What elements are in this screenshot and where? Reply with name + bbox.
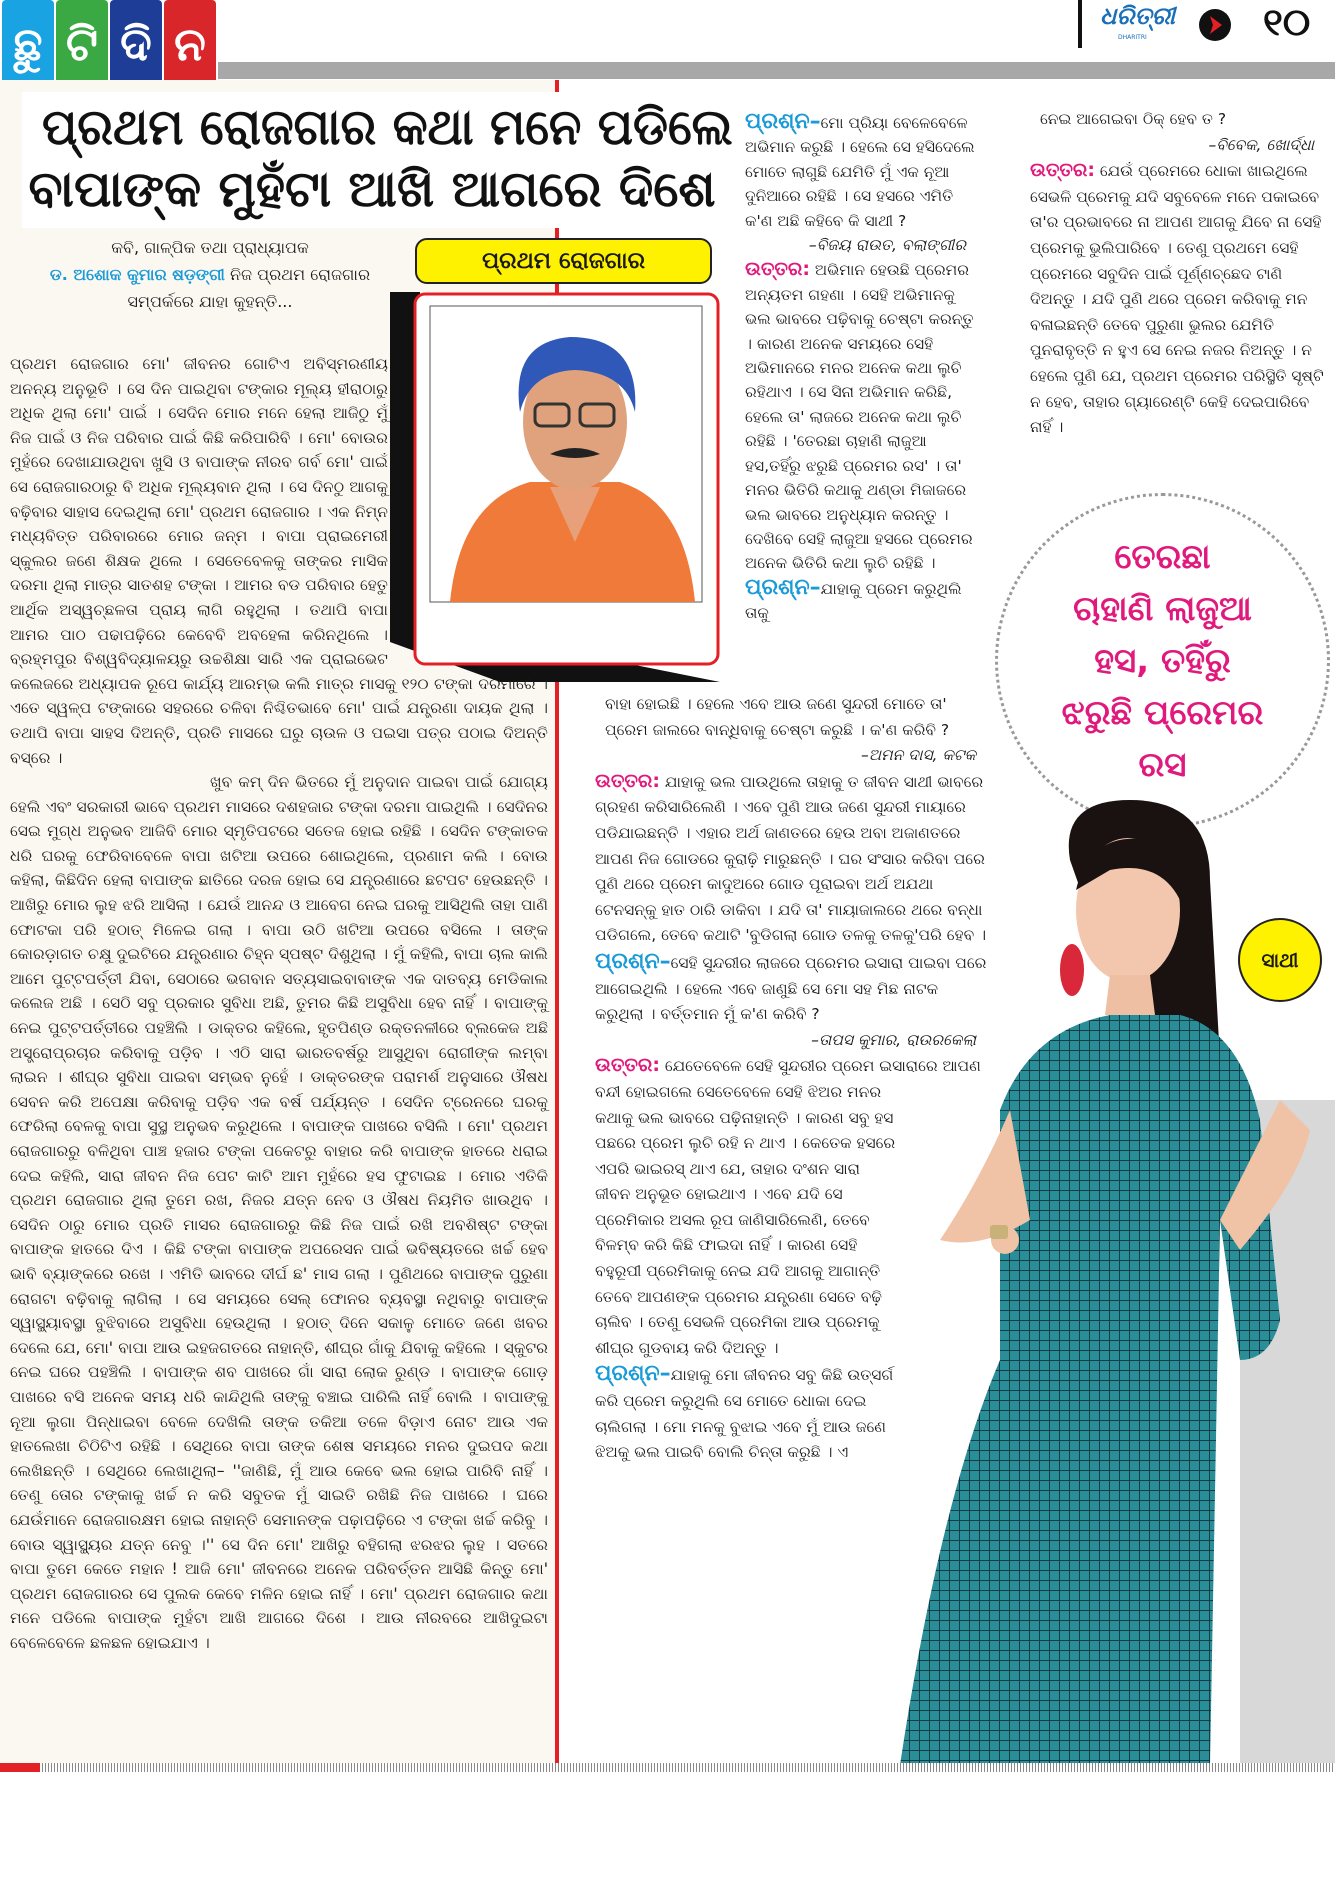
article-paragraph: ଖୁବ କମ୍ ଦିନ ଭିତରେ ମୁଁ ଅନୁଦାନ ପାଇବା ପାଇଁ ଯୋଗ୍ୟ ହେଲି ଏବଂ ସରକାରୀ ଭାବେ ପ୍ରଥମ ମାସରେ ଦଶହଜାର ଟଙ୍କା ଦରମା ପାଇଥିଲି । ସେଦିନର ସେଇ ମୁଗ୍ଧ ଅନୁଭବ ଆଜିବି ମୋର ସ୍ମୃତିପଟରେ ସତେଜ ହୋଇ ରହିଛି । ସେଦିନ ଟଙ୍କାତକ ଧରି ଘରକୁ ଫେରିବାବେଳେ ବାପା ଖଟିଆ ଉପରେ ଶୋଇଥିଲେ, ପ୍ରଣାମ କଲି । ବୋଉ କହିଲା, କିଛିଦିନ ହେଲା ବାପାଙ୍କ ଛାତିରେ ଦରଜ ହୋଇ ସେ ଯନ୍ତ୍ରଣାରେ ଛଟପଟ ହେଉଛନ୍ତି । ଆଖିରୁ ମୋର ଲୁହ ଝରି ଆସିଲା । ଯେଉଁ ଆନନ୍ଦ ଓ ଆବେଗ ନେଇ ଘରକୁ ଆସିଥିଲି ତାହା ପାଣି ଫୋଟକା ପରି ହଠାତ୍ ମିଳେଇ ଗଲା । ବାପା ଉଠି ଖଟିଆ ଉପରେ ବସିଲେ । ତାଙ୍କ କୋରଡ଼ାଗତ ଚକ୍ଷୁ ଦୁଇଟିରେ ଯନ୍ତ୍ରଣାର ଚିହ୍ନ ସ୍ପଷ୍ଟ ଦିଶୁଥିଲା । ମୁଁ କହିଲି, ବାପା ଚାଲ କାଲି ଆମେ ପୁଟ୍ଟପର୍ତ୍ତୀ ଯିବା, ସେଠାରେ ଭଗବାନ ସତ୍ୟସାଇବାବାଙ୍କ ଏକ ଦାତବ୍ୟ ମେଡିକାଲ କଲେଜ ଅଛି । ସେଠି ସବୁ ପ୍ରକାର ସୁବିଧା ଅଛି, ତୁମର କିଛି ଅସୁବିଧା ହେବ ନାହିଁ । ବାପାଙ୍କୁ ନେଇ ପୁଟ୍ଟପର୍ତ୍ତୀରେ ପହଞ୍ଚିଲି । ଡାକ୍ତର କହିଲେ, ହୃତପିଣ୍ଡ ରକ୍ତନଳୀରେ ବ୍ଲକେଜ ଅଛି ଅସ୍ତ୍ରୋପ୍ରଚାର କରିବାକୁ ପଡ଼ିବ । ଏଠି ସାରା ଭାରତବର୍ଷରୁ ଆସୁଥିବା ରୋଗୀଙ୍କ ଲମ୍ବା ଲାଇନ । ଶୀଘ୍ର ସୁବିଧା ପାଇବା ସମ୍ଭବ ନୁହେଁ । ଡାକ୍ତରଙ୍କ ପରାମର୍ଶ ଅନୁସାରେ ଔଷଧ ସେବନ କରି ଅପେକ୍ଷା କରିବାକୁ ପଡ଼ିବ ଏକ ବର୍ଷ ପର୍ଯ୍ୟନ୍ତ । ସେଦିନ ଟ୍ରେନରେ ଘରକୁ ଫେରିଲା ବେଳକୁ ବାପା ସୁସ୍ଥ ଅନୁଭବ କରୁଥିଲେ । ବାପାଙ୍କ ପାଖରେ ବସିଲି । ମୋ' ପ୍ରଥମ ରୋଜଗାରରୁ ବଳିଥିବା ପାଞ୍ଚ ହଜାର ଟଙ୍କା ପକେଟରୁ ବାହାର କରି ବାପାଙ୍କ ହାତରେ ଧରାଇ ଦେଇ କହିଲି, ସାରା ଜୀବନ ନିଜ ପେଟ କାଟି ଆମ ମୁହଁରେ ହସ ଫୁଟାଇଛ । ମୋର ଏତିକି ପ୍ରଥମ ରୋଜଗାର ଥିଲା ତୁମେ ରଖ, ନିଜର ଯତ୍ନ ନେବ ଓ ଔଷଧ ନିୟମିତ ଖାଉଥିବ । ସେଦିନ ଠାରୁ ମୋର ପ୍ରତି ମାସର ରୋଜଗାରରୁ କିଛି ନିଜ ପାଇଁ ରଖି ଅବଶିଷ୍ଟ ଟଙ୍କା ବାପାଙ୍କ ହାତରେ ଦିଏ । କିଛି ଟଙ୍କା ବାପାଙ୍କ ଅପରେସନ ପାଇଁ ଭବିଷ୍ୟତରେ ଖର୍ଚ୍ଚ ହେବ ଭାବି ବ୍ୟାଙ୍କରେ ରଖେ । ଏମିତି ଭାବରେ ଦୀର୍ଘ ଛ' ମାସ ଗଲା । ପୁଣିଥରେ ବାପାଙ୍କ ପୁରୁଣା ରୋଗଟା ବଢ଼ିବାକୁ ଲାଗିଲା । ସେ ସମୟରେ ସେଲ୍ ଫୋନର ବ୍ୟବସ୍ଥା ନଥିବାରୁ ବାପାଙ୍କ ସ୍ୱାସ୍ଥ୍ୟାବସ୍ଥା ବୁଝିବାରେ ଅସୁବିଧା ହେଉଥିଲା । ହଠାତ୍ ଦିନେ ସକାଳୁ ମୋତେ ଜଣେ ଖବର ଦେଲେ ଯେ, ମୋ' ବାପା ଆଉ ଇହଜଗତରେ ନାହାନ୍ତି, ଶୀଘ୍ର ଗାଁକୁ ଯିବାକୁ କହିଲେ । ସ୍କୁଟର ନେଇ ଘରେ ପହଞ୍ଚିଲି । ବାପାଙ୍କ ଶବ ପାଖରେ ଗାଁ ସାରା ଲୋକ ରୁଣ୍ଡ । ବାପାଙ୍କ ଗୋଡ଼ ପାଖରେ ବସି ଅନେକ ସମୟ ଧରି କାନ୍ଦିଥିଲି ତାଙ୍କୁ ବଞ୍ଚାଇ ପାରିଲି ନାହିଁ ବୋଲି । ବାପାଙ୍କୁ ନୂଆ ଲୁଗା ପିନ୍ଧାଇବା ବେଳେ ଦେଖିଲି ତାଙ୍କ ତକିଆ ତଳେ ବିଡ଼ାଏ ନୋଟ ଆଉ ଏକ ହାତଲେଖା ଚିଠିଟିଏ ରହିଛି । ସେଥିରେ ବାପା ତାଙ୍କ ଶେଷ ସମୟରେ ମନର ଦୁଇପଦ କଥା ଲେଖିଛନ୍ତି । ସେଥିରେ ଲେଖାଥିଲା– ''ଜାଣିଛି, ମୁଁ ଆଉ କେବେ ଭଲ ହୋଇ ପାରିବି ନାହିଁ । ତେଣୁ ତୋର ଟଙ୍କାକୁ ଖର୍ଚ୍ଚ ନ କରି ସବୁତକ ମୁଁ ସାଇତି ରଖିଛି ନିଜ ପାଖରେ । ଘରେ ଯେଉଁମାନେ ରୋଜଗାରକ୍ଷମ ହୋଇ ନାହାନ୍ତି ସେମାନଙ୍କ ପଢ଼ାପଢ଼ିରେ ଏ ଟଙ୍କା ଖର୍ଚ୍ଚ କରିବୁ । ବୋଉ ସ୍ୱାସ୍ଥ୍ୟର ଯତ୍ନ ନେବୁ ।'' ସେ ଦିନ ମୋ' ଆଖିରୁ ବହିଗଲା ଝରଝର ଲୁହ । ସତରେ ବାପା ତୁମେ କେତେ ମହାନ ! ଆଜି ମୋ' ଜୀବନରେ ଅନେକ ପରିବର୍ତ୍ତନ ଆସିଛି କିନ୍ତୁ ମୋ' ପ୍ରଥମ ରୋଜଗାରର ସେ ପୁଲକ କେବେ ମଳିନ ହୋଇ ନାହିଁ । ମୋ' ପ୍ରଥମ ରୋଜଗାର କଥା ମନେ ପଡିଲେ ବାପାଙ୍କ ମୁହଁଟା ଆଖି ଆଗରେ ଦିଶେ । ଆଉ ନୀରବରେ ଆଖିଦୁଇଟା ବେଳେବେଳେ ଛଳଛଳ ହୋଇଯାଏ । [10,773,548,1652]
qa-column-1 [745,110,980,626]
question-signature: –ବିବେକ, ଖୋର୍ଦ୍ଧା [1208,135,1314,154]
section-letter-3: ଦି [110,0,162,90]
question-label: ପ୍ରଶ୍ନ– [595,1361,671,1387]
pull-quote-line: ଝରୁଛି ପ୍ରେମର [1061,692,1264,733]
article-body [10,352,548,1655]
logo-sub: DHARITRI [1118,34,1147,41]
article-paragraph: ପ୍ରଥମ ରୋଜଗାର ମୋ' ଜୀବନର ଗୋଟିଏ ଅବିସ୍ମରଣୀୟ ଅନନ୍ୟ ଅନୁଭୂତି । ସେ ଦିନ ପାଇଥିବା ଟଙ୍କାର ମୂଲ୍ୟ ହୀରାଠାରୁ ଅଧିକ ଥିଲା ମୋ' ପାଇଁ । ସେଦିନ ମୋର ମନେ ହେଲା ଆଜିଠୁ ମୁଁ ନିଜ ପାଇଁ ଓ ନିଜ ପରିବାର ପାଇଁ କିଛି କରିପାରିବି । ମୋ' ବୋଉର ମୁହଁରେ ଦେଖାଯାଉଥିବା ଖୁସି ଓ ବାପାଙ୍କ ନୀରବ ଗର୍ବ ମୋ' ପାଇଁ ସେ ରୋଜଗାରଠାରୁ ବି ଅଧିକ ମୂଲ୍ୟବାନ ଥିଲା । ସେ ଦିନଠୁ ଆଗକୁ ବଢ଼ିବାର ସାହାସ ଦେଇଥିଲା ମୋ' ପ୍ରଥମ ରୋଜଗାର । ଏକ ନିମ୍ନ ମଧ୍ୟବିତ୍ତ ପରିବାରରେ ମୋର ଜନ୍ମ । ବାପା ପ୍ରାଇମେରୀ ସ୍କୁଲର ଜଣେ ଶିକ୍ଷକ ଥିଲେ । ସେତେବେଳକୁ ତାଙ୍କର ମାସିକ ଦରମା ଥିଲା ମାତ୍ର ସାତଶହ ଟଙ୍କା । ଆମର ବଡ ପରିବାର ହେତୁ ଆର୍ଥିକ ଅସ୍ୱଚ୍ଛଳତା ପ୍ରାୟ ଲାଗି ରହୁଥିଲା । ତଥାପି ବାପା ଆମର ପାଠ ପଢାପଢ଼ିରେ କେବେବି ଅବହେଳା କରିନଥିଲେ । ବ୍ରହ୍ମପୁର ବିଶ୍ୱବିଦ୍ୟାଳୟରୁ ଉଚ୍ଚଶିକ୍ଷା ସାରି ଏକ ପ୍ରାଇଭେଟ କଲେଜରେ ଅଧ୍ୟାପକ ରୂପେ କାର୍ଯ୍ୟ ଆରମ୍ଭ କଲି ମାତ୍ର ମାସକୁ ୧୨୦ ଟଙ୍କା ଦରମାରେ । ଏତେ ସ୍ୱଳ୍ପ ଟଙ୍କାରେ ସହରରେ ଚଳିବା ନିଶ୍ଚିତଭାବେ ମୋ' ପାଇଁ ଯନ୍ତ୍ରଣା ଦାୟକ ଥିଲା । ତଥାପି ବାପା ସାହସ ଦିଅନ୍ତି, ପ୍ରତି ମାସରେ ଘରୁ ଚାଉଳ ଓ ପଇସା ପତ୍ର ପଠାଇ ଦିଅନ୍ତି ବସ୍‌ରେ । [10,355,548,767]
bottom-rule [0,1763,1335,1772]
pull-quote-line: ରସ [1138,744,1187,785]
section-letter-2: ଟି [56,0,108,90]
answer-label: ଉତ୍ତର: [595,1054,660,1077]
question [595,949,990,1028]
pull-quote-line: ଚାହାଣି ଲାଜୁଆ [1073,588,1252,629]
question-signature: –ଅମନ ଦାସ, କଟକ [861,746,976,765]
answer-label: ଉତ୍ତର: [595,769,660,792]
divider [1078,0,1082,48]
sathi-badge: ସାଥୀ [1238,918,1322,1002]
question-signature: –ତାପସ କୁମାର, ରାଉରକେଲା [811,1030,976,1049]
pull-quote-line: ହସ, ତହିଁରୁ [1094,640,1231,681]
answer-text: ଯେତେବେଳେ ସେହି ସୁନ୍ଦରୀର ପ୍ରେମ ଇସାରାରେ ଆପଣ ବନ୍ଦୀ ହୋଇଗଲେ ସେତେବେଳେ ସେହି ଝିଅର ମନର କଥାକୁ ଭଲ ଭାବରେ ପଢ଼ିନାହାନ୍ତି । କାରଣ ସବୁ ହସ ପଛରେ ପ୍ରେମ ଲୁଚି ରହି ନ ଥାଏ । କେତେକ ହସରେ ଏପରି ଭାଇରସ୍ ଥାଏ ଯେ, ତାହାର ଦଂଶନ ସାରା ଜୀବନ ଅନୁଭୂତ ହୋଇଥାଏ । ଏବେ ଯଦି ସେ ପ୍ରେମିକାର ଅସଲ ରୂପ ଜାଣିସାରିଲେଣି, ତେବେ ବିଳମ୍ବ କରି କିଛି ଫାଇଦା ନାହିଁ । କାରଣ ସେହି ବହୁରୂପୀ ପ୍ରେମିକାକୁ ନେଇ ଯଦି ଆଗକୁ ଆଗାନ୍ତି ତେବେ ଆପଣଙ୍କ ପ୍ରେମର ଯନ୍ତ୍ରଣା ସେତେ ବଢ଼ି ଚାଲିବ । ତେଣୁ ସେଭଳି ପ୍ରେମିକା ଆଉ ପ୍ରେମକୁ ଶୀଘ୍ର ଗୁଡବାୟ କରି ଦିଅନ୍ତୁ । [595,1057,981,1357]
answer [595,769,990,949]
author-name: ଡ. ଅଶୋକ କୁମାର ଷଡ଼ଙ୍ଗୀ [49,265,225,284]
intro [40,234,380,315]
answer [745,257,980,575]
question-continued: ବାହା ହୋଇଛି । ହେଲେ ଏବେ ଆଉ ଜଣେ ସୁନ୍ଦରୀ ମୋତେ ତା' ପ୍ରେମ ଜାଲରେ ବାନ୍ଧିବାକୁ ଚେଷ୍ଟା କରୁଛି । କ'ଣ କରିବି ? [605,695,950,739]
question-text: ସେହି ସୁନ୍ଦରୀର ଲାଜରେ ପ୍ରେମର ଇସାରା ପାଇବା ପରେ ଆଗେଇଥିଲି । ହେଲେ ଏବେ ଜାଣୁଛି ସେ ମୋ ସହ ମିଛ ନାଟକ କରୁଥିଲା । ବର୍ତ୍ତମାନ ମୁଁ କ'ଣ କରିବି ? [595,953,987,1024]
answer [1030,158,1328,441]
section-label: ପ୍ରଥମ ରୋଜଗାର [415,238,712,284]
qa-column-2 [595,692,990,1902]
answer-label: ଉତ୍ତର: [745,258,810,281]
answer-text: ଯାହାକୁ ଭଲ ପାଉଥିଲେ ତାହାକୁ ତ ଜୀବନ ସାଥୀ ଭାବରେ ଗ୍ରହଣ କରିସାରିଲେଣି । ଏବେ ପୁଣି ଆଉ ଜଣେ ସୁନ୍ଦରୀ ମାୟାରେ ପଡିଯାଇଛନ୍ତି । ଏହାର ଅର୍ଥ ଜାଣତରେ ହେଉ ଅବା ଅଜାଣତରେ ଆପଣ ନିଜ ଗୋଡରେ କୁରାଢ଼ି ମାରୁଛନ୍ତି । ଘର ସଂସାର କରିବା ପରେ ପୁଣି ଥରେ ପ୍ରେମ କାଦୁଅରେ ଗୋଡ ପୂରାଇବା ଅର୍ଥ ଅଯଥା ଟେନସନ୍‌କୁ ହାତ ଠାରି ଡାକିବା । ଯଦି ତା' ମାୟାଜାଲରେ ଥରେ ବନ୍ଧା ପଡିଗଲେ, ତେବେ କଥାଟି 'ବୁଡିଗଲା ଗୋଡ ତଳକୁ ତଳକୁ'ପରି ହେବ । [595,772,987,945]
headline [22,92,733,228]
question-label: ପ୍ରଶ୍ନ– [745,574,821,600]
question-text: ଯାହାକୁ ପ୍ରେମ କରୁଥିଲି ତାକୁ [745,579,962,623]
section-letter-4: ନ [164,0,216,90]
page-number: ୧୦ [1263,0,1311,44]
pull-quote [995,493,1330,828]
header-band [218,62,1335,79]
masthead [1078,0,1335,50]
pull-quote-line: ତେରଛା [1114,536,1211,577]
answer-text: ଯେଉଁ ପ୍ରେମରେ ଧୋକା ଖାଇଥିଲେ ସେଭଳି ପ୍ରେମକୁ ଯଦି ସବୁବେଳେ ମନେ ପକାଇବେ ତା'ର ପ୍ରଭାବରେ ନା ଆପଣ ଆଗକୁ ଯିବେ ନା ସେହି ପ୍ରେମକୁ ଭୁଲିପାରିବେ । ତେଣୁ ପ୍ରଥମେ ସେହି ପ୍ରେମରେ ସବୁଦିନ ପାଇଁ ପୂର୍ଣ୍ଣଚ୍ଛେଦ ଟାଣି ଦିଅନ୍ତୁ । ଯଦି ପୁଣି ଥରେ ପ୍ରେମ କରିବାକୁ ମନ ବଳାଇଛନ୍ତି ତେବେ ପୁରୁଣା ଭୁଲର ଯେମିତି ପୁନରାବୃତ୍ତି ନ ହୁଏ ସେ ନେଇ ନଜର ନିଅନ୍ତୁ । ନ ହେଲେ ପୁଣି ଯେ, ପ୍ରଥମ ପ୍ରେମର ପରିସ୍ଥିତି ସୃଷ୍ଟି ନ ହେବ, ତାହାର ଗ୍ୟାରେଣ୍ଟି କେହି ଦେଇପାରିବେ ନାହିଁ । [1030,162,1324,437]
question-text: ମୋ ପ୍ରିୟା ବେଳେବେଳେ ଅଭିମାନ କରୁଛି । ହେଲେ ସେ ହସିଦେଲେ ମୋତେ ଲାଗୁଛି ଯେମିତି ମୁଁ ଏକ ନୂଆ ଦୁନିଆରେ ରହିଛି । ସେ ହସରେ ଏମିତି କ'ଣ ଅଛି କହିବେ କି ସାଥୀ ? [745,114,975,230]
headline-line-1: ପ୍ରଥମ ରୋଜଗାର କଥା ମନେ ପଡିଲେ [41,98,733,156]
answer-text: ଅଭିମାନ ହେଉଛି ପ୍ରେମର ଅନ୍ୟତମ ଗହଣା । ସେହି ଅଭିମାନକୁ ଭଲ ଭାବରେ ପଢ଼ିବାକୁ ଚେଷ୍ଟା କରନ୍ତୁ । କାରଣ ଅନେକ ସମୟରେ ସେହି ଅଭିମାନରେ ମନର ଅନେକ କଥା ଲୁଚି ରହିଥାଏ । ସେ ସିନା ଅଭିମାନ କରିଛି, ହେଲେ ତା' ଲାଜରେ ଅନେକ କଥା ଲୁଚି ରହିଛି । 'ତେରଛା ଚାହାଣି ଲାଜୁଆ ହସ,ତହିଁରୁ ଝରୁଛି ପ୍ରେମର ରସ' । ତା' ମନର ଭିତିରି କଥାକୁ ଥଣ୍ଡା ମିଜାଜରେ ଭଲ ଭାବରେ ଅନୁଧ୍ୟାନ କରନ୍ତୁ । ଦେଖିବେ ସେହି ଲାଜୁଆ ହସରେ ପ୍ରେମର ଅନେକ ଭିତିରି କଥା ଲୁଚି ରହିଛି । [745,261,974,573]
intro-text-2: ନିଜ ପ୍ରଥମ ରୋଜଗାର ସମ୍ପର୍କରେ ଯାହା କୁହନ୍ତି... [127,265,371,311]
question [745,110,980,233]
question [745,576,980,626]
headline-line-2: ବାପାଙ୍କ ମୁହଁଟା ଆଖି ଆଗରେ ଦିଶେ [28,160,716,218]
play-icon [1198,8,1232,42]
qa-column-3 [1030,107,1328,441]
question-signature: –ବିଜୟ ରାଉତ, ବଲାଙ୍ଗୀର [808,236,966,255]
question-continued: ନେଇ ଆଗେଇବା ଠିକ୍ ହେବ ତ ? [1040,110,1227,128]
section-letter-1: ଛୁ [2,0,54,90]
answer-label: ଉତ୍ତର: [1030,159,1095,182]
logo: ଧରିତ୍ରୀ [1100,2,1175,30]
question-text: ଯାହାକୁ ମୋ ଜୀବନର ସବୁ କିଛି ଉତ୍ସର୍ଗ କରି ପ୍ରେମ କରୁଥିଲି ସେ ମୋତେ ଧୋକା ଦେଇ ଚାଲିଗଲା । ମୋ ମନକୁ ବୁଝାଇ ଏବେ ମୁଁ ଆଉ ଜଣେ ଝିଅକୁ ଭଲ ପାଇବି ବୋଲି ଚିନ୍ତା କରୁଛି । ଏ [595,1366,894,1462]
question-label: ପ୍ରଶ୍ନ– [595,948,671,974]
question-label: ପ୍ରଶ୍ନ– [745,109,821,134]
intro-text: କବି, ଗାଳ୍ପିକ ତଥା ପ୍ରାଧ୍ୟାପକ [111,238,309,257]
